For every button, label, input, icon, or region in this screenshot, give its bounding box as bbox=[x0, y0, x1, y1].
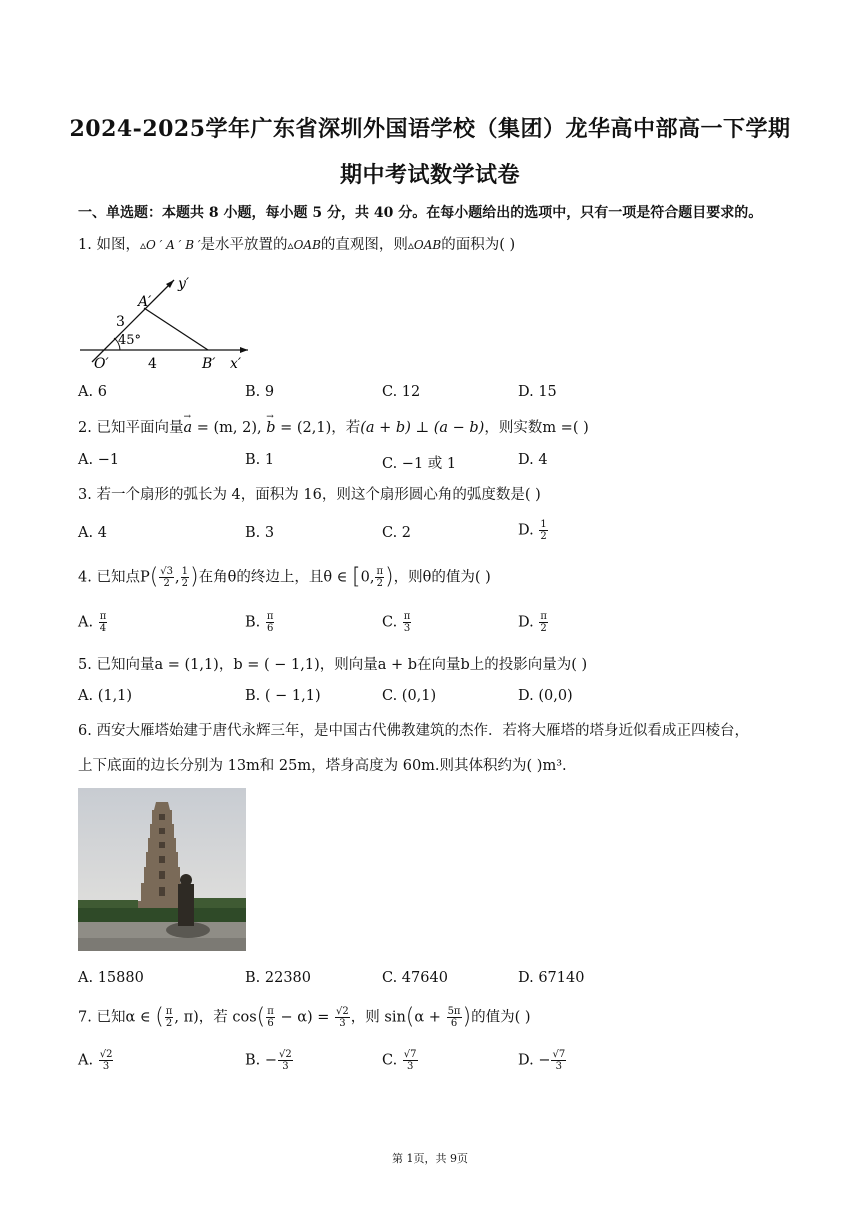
q5-option-b[interactable]: B. ( − 1,1) bbox=[245, 688, 321, 704]
q6-option-c[interactable]: C. 47640 bbox=[382, 970, 448, 986]
q7-option-d[interactable]: D. − $\frac{√7}{3}$ bbox=[518, 1049, 566, 1072]
question-4: 4. 已知点P( $\frac{√3}{2}$ , $\frac{1}{2}$ )在角θ的终边上，且θ ∈ [0, $\frac{\pi}{2}$ )，则θ的值为( ) bbox=[78, 564, 491, 590]
question-6-line1: 6. 西安大雁塔始建于唐代永辉三年，是中国古代佛教建筑的杰作．若将大雁塔的塔身近似看成正四棱台， bbox=[78, 723, 749, 739]
q1-option-c[interactable]: C. 12 bbox=[382, 384, 421, 400]
question-3: 3. 若一个扇形的弧长为 4，面积为 16，则这个扇形圆心角的弧度数是( ) bbox=[78, 487, 541, 503]
q6-option-a[interactable]: A. 15880 bbox=[78, 970, 144, 986]
page-footer: 第 1页，共 9页 bbox=[392, 1152, 468, 1165]
question-6-line2: 上下底面的边长分别为 13m和 25m，塔身高度为 60m.则其体积约为( )m³. bbox=[78, 758, 567, 774]
question-1: 1. 如图，▵O ′ A ′ B ′是水平放置的▵OAB的直观图，则▵OAB的面积为( ) bbox=[78, 237, 516, 253]
label-45: 45° bbox=[118, 333, 142, 348]
q5-option-c[interactable]: C. (0,1) bbox=[382, 688, 437, 704]
q2-option-b[interactable]: B. 1 bbox=[245, 452, 275, 468]
q7-option-b[interactable]: B. − $\frac{√2}{3}$ bbox=[245, 1049, 292, 1072]
q2-option-c[interactable]: C. −1 或 1 bbox=[382, 456, 457, 472]
question-5: 5. 已知向量a = (1,1)，b = ( − 1,1)，则向量a + b在向量b上的投影向量为( ) bbox=[78, 657, 588, 673]
q1-option-b[interactable]: B. 9 bbox=[245, 384, 275, 400]
label-y: y′ bbox=[178, 276, 190, 292]
q7-option-a[interactable]: A. $\frac{√2}{3}$ bbox=[78, 1049, 113, 1072]
q4-option-a[interactable]: A. $\frac{\pi}{4}$ bbox=[78, 611, 107, 634]
q3-option-a[interactable]: A. 4 bbox=[78, 525, 107, 541]
segment-ab bbox=[144, 308, 208, 350]
label-4: 4 bbox=[148, 356, 157, 372]
q3-option-b[interactable]: B. 3 bbox=[245, 525, 275, 541]
exam-title-line2: 期中考试数学试卷 bbox=[339, 162, 520, 188]
q3-option-c[interactable]: C. 2 bbox=[382, 525, 412, 541]
label-x: x′ bbox=[230, 356, 242, 372]
question-2: 2. 已知平面向量→ a = (m, 2), → b = (2,1)，若(a + b) ⊥ (a − b)，则实数m =( ) bbox=[78, 418, 589, 438]
oblique-triangle-figure bbox=[78, 272, 258, 374]
exam-title-line1: 2024-2025学年广东省深圳外国语学校（集团）龙华高中部高一下学期 bbox=[69, 116, 791, 142]
q5-option-a[interactable]: A. (1,1) bbox=[78, 688, 133, 704]
x-axis-arrow bbox=[240, 347, 248, 353]
pagoda-photo bbox=[78, 788, 246, 951]
section-heading: 一、单选题：本题共 8 小题，每小题 5 分，共 40 分。在每小题给出的选项中，只有一项是符合题目要求的。 bbox=[78, 205, 763, 221]
q2-option-a[interactable]: A. −1 bbox=[78, 452, 120, 468]
q5-option-d[interactable]: D. (0,0) bbox=[518, 688, 573, 704]
label-o: O′ bbox=[94, 356, 109, 372]
label-3: 3 bbox=[116, 314, 125, 330]
label-b: B′ bbox=[202, 356, 216, 372]
q1-option-d[interactable]: D. 15 bbox=[518, 384, 557, 400]
q6-option-b[interactable]: B. 22380 bbox=[245, 970, 312, 986]
q4-option-b[interactable]: B. $\frac{\pi}{6}$ bbox=[245, 611, 274, 634]
q1-option-a[interactable]: A. 6 bbox=[78, 384, 107, 400]
q2-option-d[interactable]: D. 4 bbox=[518, 452, 548, 468]
q3-option-d[interactable]: D. $\frac{1}{2}$ bbox=[518, 519, 547, 542]
q4-option-c[interactable]: C. $\frac{\pi}{3}$ bbox=[382, 611, 411, 634]
label-a: A′ bbox=[138, 294, 152, 310]
q6-option-d[interactable]: D. 67140 bbox=[518, 970, 585, 986]
q4-option-d[interactable]: D. $\frac{\pi}{2}$ bbox=[518, 611, 547, 634]
q7-option-c[interactable]: C. $\frac{√7}{3}$ bbox=[382, 1049, 417, 1072]
question-7: 7. 已知α ∈ ( $\frac{\pi}{2}$ , π)，若 cos( $\frac{\pi}{6}$ − α) = $\frac{√2}{3}$ ，则 sin(α + $\frac{5\pi}{6}$ )的值为( ) bbox=[78, 1004, 531, 1030]
